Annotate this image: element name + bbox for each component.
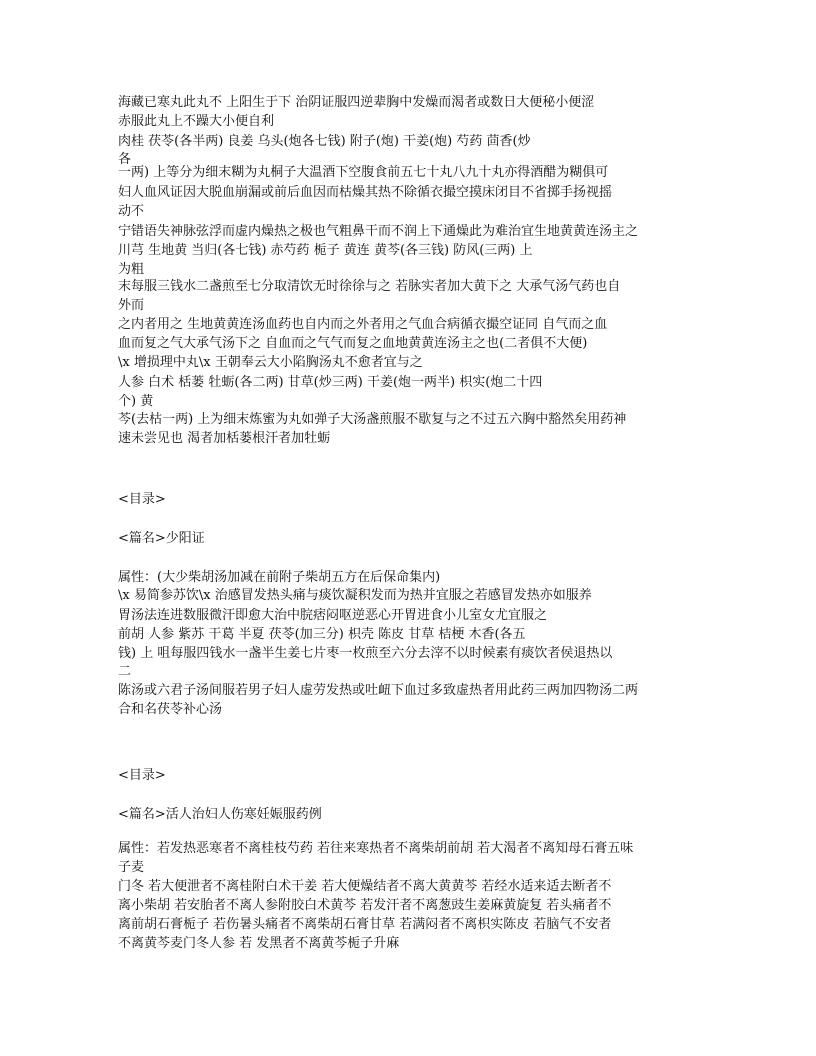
text-line: 前胡 人参 紫苏 干葛 半夏 茯苓(加三分) 枳壳 陈皮 甘草 桔梗 木香(各五 [118,627,526,642]
text-line: 肉桂 茯苓(各半两) 良姜 乌头(炮各七钱) 附子(炮) 干姜(炮) 芍药 茴香(炒 [118,134,531,149]
toc-marker: <目录> [118,768,166,783]
text-line: 川芎 生地黄 当归(各七钱) 赤芍药 栀子 黄连 黄芩(各三钱) 防风(三两) 上 [118,243,533,258]
text-line: 子麦 [118,860,145,875]
text-line: 个) 黄 [118,394,154,409]
text-line: 妇人血风证因大脱血崩漏或前后血因而枯燥其热不除循衣撮空摸床闭目不省掷手扬视摇 [118,185,613,200]
text-line: 赤服此丸上不躁大小便自利 [118,114,275,129]
section-title: <篇名>少阳证 [118,531,205,546]
text-line: 为粗 [118,262,145,277]
text-line: 一两) 上等分为细末糊为丸桐子大温酒下空腹食前五七十丸八九十丸亦得酒醋为糊俱可 [118,165,609,180]
text-line: 离前胡石膏栀子 若伤暑头痛者不离柴胡石膏甘草 若满闷者不离枳实陈皮 若脑气不安者 [118,917,612,932]
text-line: 合和名茯苓补心汤 [118,702,223,717]
text-line: \x 增损理中丸\x 王朝奉云大小陷胸汤丸不愈者宜与之 [118,355,423,370]
section-title: <篇名>活人治妇人伤寒妊娠服药例 [118,807,322,822]
text-line: 末每服三钱水二盏煎至七分取清饮无时徐徐与之 若脉实者加大黄下之 大承气汤气药也自 [118,279,621,294]
text-line: 属性：若发热恶寒者不离桂枝芍药 若往来寒热者不离柴胡前胡 若大渴者不离知母石膏五味 [118,841,634,856]
text-line: \x 易简参苏饮\x 治感冒发热头痛与痰饮凝积发而为热并宜服之若感冒发热亦如服养 [118,588,592,603]
text-line: 宁错语失神脉弦浮而虚内燥热之极也气粗鼻干而不润上下通燥此为难治宜生地黄黄连汤主之 [118,224,639,239]
text-line: 人参 白术 栝蒌 牡蛎(各二两) 甘草(炒三两) 干姜(炮一两半) 枳实(炮二十四 [118,375,543,390]
text-line: 海藏已寒丸此丸不 上阳生于下 治阴证服四逆辈胸中发燥而渴者或数日大便秘小便涩 [118,95,595,110]
text-line: 动不 [118,204,145,219]
text-line: 不离黄芩麦门冬人参 若 发黑者不离黄芩栀子升麻 [118,936,400,951]
text-line: 二 [118,664,132,679]
text-line: 钱) 上 咀每服四钱水一盏半生姜七片枣一枚煎至六分去滓不以时候素有痰饮者侯退热以 [118,646,613,661]
text-line: 属性：(大少柴胡汤加减在前附子柴胡五方在后保命集内) [118,570,441,585]
text-line: 门冬 若大便泄者不离桂附白术干姜 若大便燥结者不离大黄黄芩 若经水适来适去断者不 [118,879,612,894]
text-line: 陈汤或六君子汤间服若男子妇人虚劳发热或吐衄下血过多致虚热者用此药三两加四物汤二两 [118,683,639,698]
toc-marker: <目录> [118,492,166,507]
text-line: 速未尝见也 渴者加栝蒌根汗者加牡蛎 [118,431,331,446]
text-line: 胃汤法连进数服微汗即愈大治中脘痞闷呕逆恶心开胃进食小儿室女尤宜服之 [118,608,548,623]
text-line: 外而 [118,298,145,313]
text-line: 各 [118,152,132,167]
text-line: 离小柴胡 若安胎者不离人参附胶白术黄芩 若发汗者不离葱豉生姜麻黄旋复 若头痛者不 [118,898,612,913]
text-line: 之内者用之 生地黄黄连汤血药也自内而之外者用之气血合病循衣撮空证同 自气而之血 [118,317,608,332]
text-line: 芩(去枯一两) 上为细末炼蜜为丸如弹子大汤盏煎服不歇复与之不过五六胸中豁然矣用药神 [118,412,627,427]
text-line: 血而复之气大承气汤下之 自血而之气气而复之血地黄黄连汤主之也(二者俱不大便) [118,336,588,351]
